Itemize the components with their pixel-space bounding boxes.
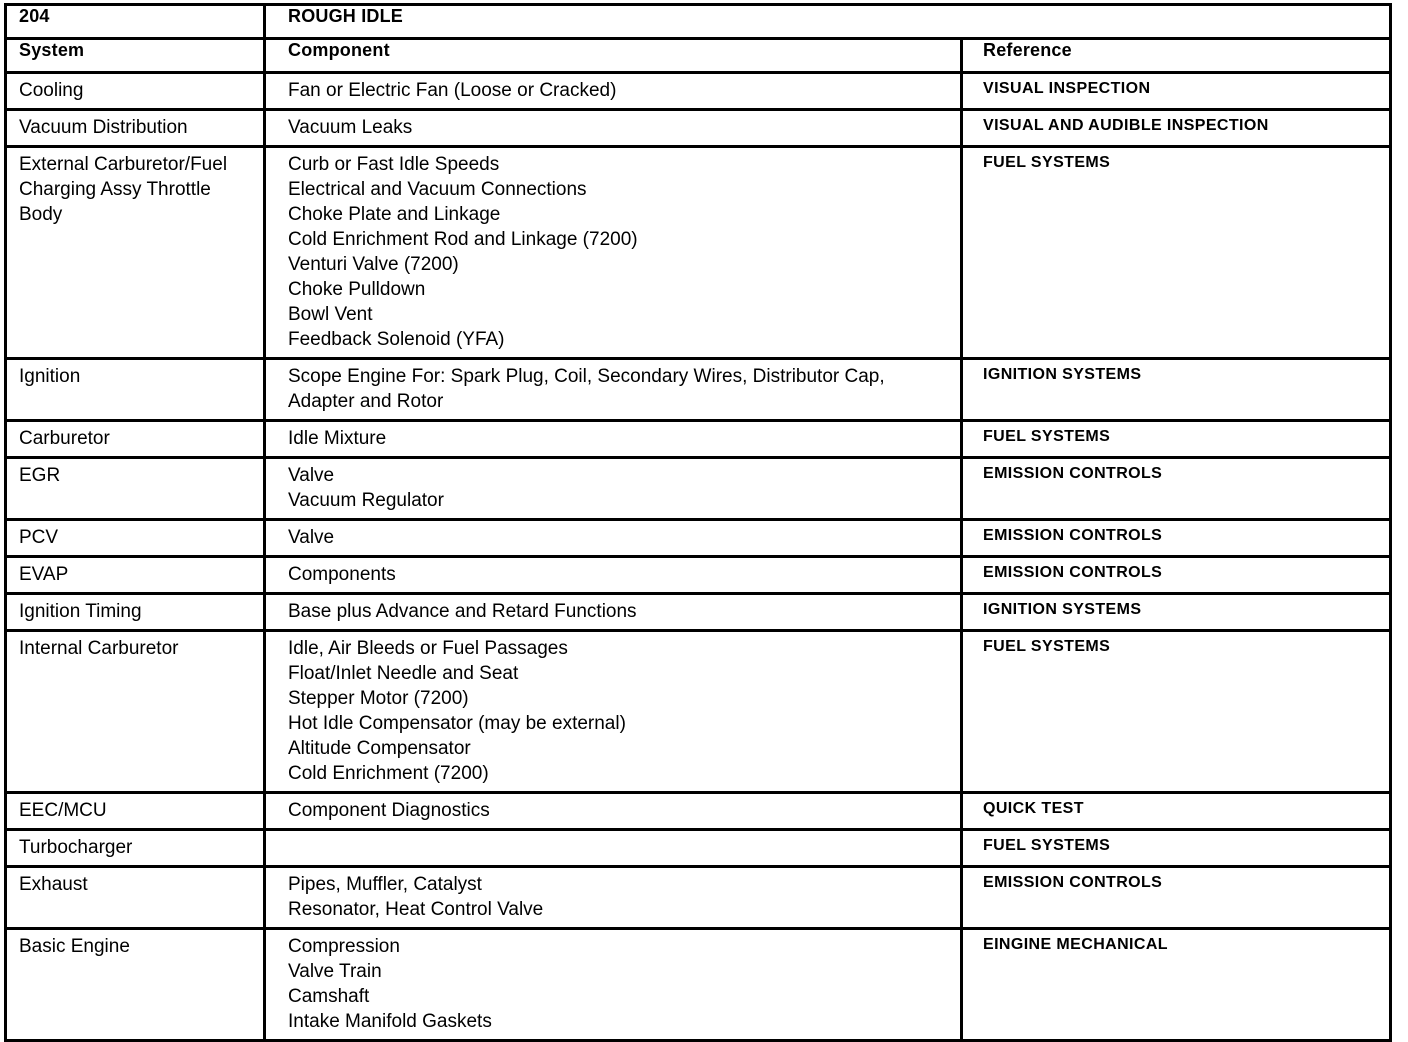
component-line: Choke Plate and Linkage [288,204,501,225]
component-cell [265,458,962,520]
table-row [6,421,1391,458]
table-row [6,867,1391,929]
procedure-number: 204 [6,5,265,39]
system-cell [6,147,265,359]
system-line: Exhaust [19,874,88,895]
component-line: Venturi Valve (7200) [288,254,459,275]
component-line: Valve Train [288,961,382,982]
system-line: Basic Engine [19,936,130,957]
table-row [6,147,1391,359]
system-line: Ignition [19,366,81,387]
table-row [6,594,1391,631]
system-cell [6,594,265,631]
component-cell [265,359,962,421]
system-cell [6,830,265,867]
table-row [6,830,1391,867]
header-row [6,39,1391,73]
reference-cell: VISUAL AND AUDIBLE INSPECTION [962,110,1391,147]
system-line: Vacuum Distribution [19,117,188,138]
component-cell [265,520,962,557]
component-line: Feedback Solenoid (YFA) [288,329,505,350]
system-line: PCV [19,527,59,548]
table-row [6,110,1391,147]
system-line: EEC/MCU [19,800,107,821]
component-line: Idle Mixture [288,428,387,449]
component-line: Components [288,564,396,585]
component-line: Idle, Air Bleeds or Fuel Passages [288,638,568,659]
system-line: Cooling [19,80,84,101]
system-cell [6,793,265,830]
component-line: Vacuum Regulator [288,490,444,511]
system-cell [6,458,265,520]
diagnostic-table [4,3,1392,1042]
component-line: Scope Engine For: Spark Plug, Coil, Secondary Wires, Distributor Cap, [288,366,885,387]
component-line: Curb or Fast Idle Speeds [288,154,500,175]
component-line: Altitude Compensator [288,738,471,759]
table-body [6,5,1391,1041]
reference-cell: FUEL SYSTEMS [962,421,1391,458]
system-line: Turbocharger [19,837,133,858]
component-cell [265,867,962,929]
table-row [6,359,1391,421]
component-cell [265,147,962,359]
component-line: Cold Enrichment (7200) [288,763,489,784]
system-line: Internal Carburetor [19,638,179,659]
reference-cell: IGNITION SYSTEMS [962,359,1391,421]
reference-cell: FUEL SYSTEMS [962,147,1391,359]
component-line: Bowl Vent [288,304,373,325]
system-line: External Carburetor/Fuel [19,154,228,175]
system-line: Ignition Timing [19,601,142,622]
component-line: Pipes, Muffler, Catalyst [288,874,482,895]
system-cell [6,73,265,110]
component-line: Compression [288,936,400,957]
component-line: Hot Idle Compensator (may be external) [288,713,626,734]
component-line: Camshaft [288,986,370,1007]
component-line: Float/Inlet Needle and Seat [288,663,519,684]
system-cell [6,557,265,594]
system-line: Carburetor [19,428,110,449]
component-cell [265,594,962,631]
table-row [6,557,1391,594]
system-cell [6,110,265,147]
component-cell [265,793,962,830]
system-line: EVAP [19,564,69,585]
system-column-header: System [6,39,265,73]
reference-cell: EMISSION CONTROLS [962,867,1391,929]
system-cell [6,929,265,1041]
table-row [6,793,1391,830]
reference-cell: EINGINE MECHANICAL [962,929,1391,1041]
reference-cell: QUICK TEST [962,793,1391,830]
component-line: Vacuum Leaks [288,117,413,138]
procedure-title: ROUGH IDLE [265,5,1391,39]
component-line: Cold Enrichment Rod and Linkage (7200) [288,229,638,250]
component-line: Fan or Electric Fan (Loose or Cracked) [288,80,617,101]
reference-cell: VISUAL INSPECTION [962,73,1391,110]
component-line: Stepper Motor (7200) [288,688,469,709]
table-row [6,458,1391,520]
component-line: Valve [288,465,335,486]
component-cell [265,830,962,867]
component-column-header: Component [265,39,962,73]
component-line: Resonator, Heat Control Valve [288,899,544,920]
system-cell [6,359,265,421]
reference-cell: EMISSION CONTROLS [962,520,1391,557]
component-cell [265,557,962,594]
component-cell [265,421,962,458]
component-line: Component Diagnostics [288,800,490,821]
component-cell [265,631,962,793]
system-line: Charging Assy Throttle [19,179,211,200]
component-line: Valve [288,527,335,548]
component-cell [265,110,962,147]
reference-cell: FUEL SYSTEMS [962,631,1391,793]
reference-cell: EMISSION CONTROLS [962,557,1391,594]
system-cell [6,631,265,793]
system-cell [6,867,265,929]
system-line: EGR [19,465,61,486]
title-row [6,5,1391,39]
component-line: Base plus Advance and Retard Functions [288,601,637,622]
system-cell [6,520,265,557]
component-cell [265,73,962,110]
reference-cell: FUEL SYSTEMS [962,830,1391,867]
table-row [6,929,1391,1041]
table-row [6,73,1391,110]
reference-cell: EMISSION CONTROLS [962,458,1391,520]
system-line: Body [19,204,63,225]
table-row [6,631,1391,793]
component-cell [265,929,962,1041]
component-line: Choke Pulldown [288,279,426,300]
reference-cell: IGNITION SYSTEMS [962,594,1391,631]
component-line: Adapter and Rotor [288,391,444,412]
component-line: Electrical and Vacuum Connections [288,179,587,200]
reference-column-header: Reference [962,39,1391,73]
table-row [6,520,1391,557]
system-cell [6,421,265,458]
component-line: Intake Manifold Gaskets [288,1011,492,1032]
